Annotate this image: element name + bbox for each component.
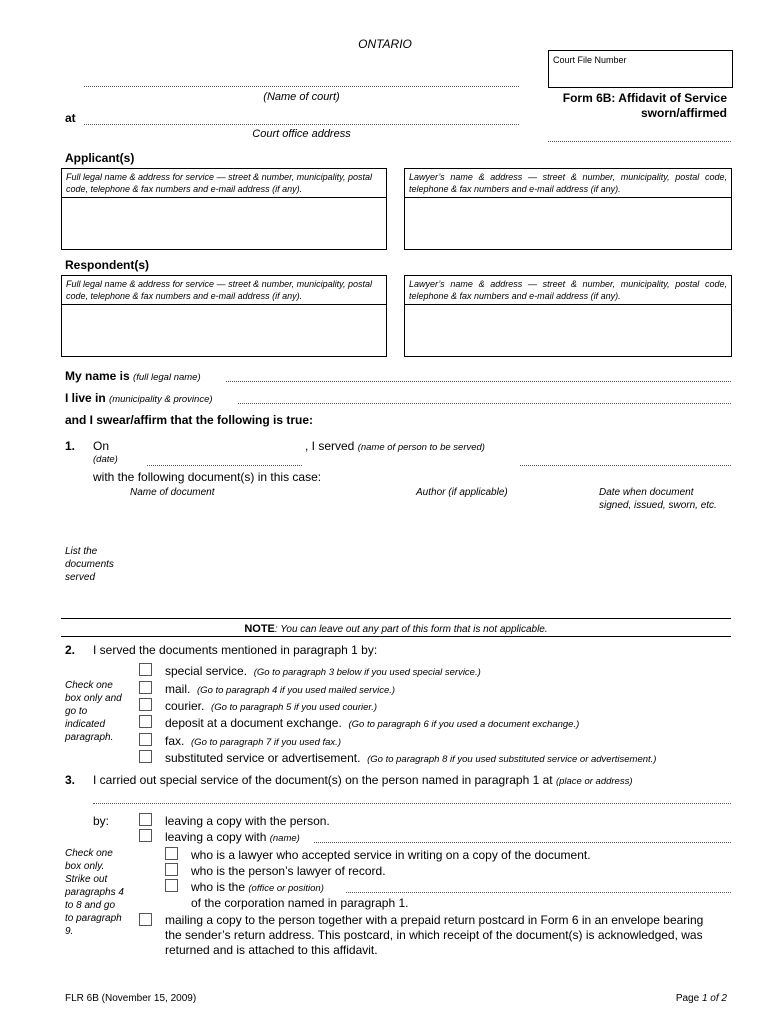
option-document-exchange — [165, 716, 579, 732]
sub-option-office-position — [191, 880, 324, 896]
form-sworn-line[interactable] — [548, 141, 731, 142]
my-name-hint: (full legal name) — [133, 372, 201, 383]
option-label: leaving a copy with — [165, 830, 267, 844]
para3-side-note — [65, 847, 124, 938]
para3-hint: (place or address) — [555, 776, 633, 787]
applicant-party-box — [61, 168, 387, 250]
sub-option-lawyer-accepted: who is a lawyer who accepted service in writing on a copy of the document. — [191, 848, 591, 862]
side-note-line: 9. — [65, 926, 74, 937]
option-hint: (Go to paragraph 8 if you used substituted service or advertisement.) — [367, 754, 657, 765]
option-label: deposit at a document exchange. — [165, 716, 342, 730]
applicant-lawyer-divider — [405, 197, 731, 198]
para1-served-label: , I served — [305, 439, 355, 453]
option-hint: (name) — [269, 833, 300, 844]
court-file-number-label: Court File Number — [553, 55, 627, 65]
side-note-line: documents — [65, 559, 114, 570]
checkbox-courier[interactable] — [139, 698, 152, 711]
documents-served-area[interactable] — [93, 515, 731, 615]
para1-served-row — [305, 439, 485, 455]
option-line: mailing a copy to the person together with a prepaid return postcard in Form 6 in an envelope bearing — [165, 913, 704, 927]
copy-with-name-line[interactable] — [314, 842, 731, 843]
swear-line: and I swear/affirm that the following is true: — [65, 413, 314, 427]
option-fax — [165, 734, 341, 750]
at-label: at — [65, 111, 76, 125]
option-hint: (office or position) — [248, 883, 324, 894]
checkbox-mail[interactable] — [139, 681, 152, 694]
col-date-2: signed, issued, sworn, etc. — [599, 500, 717, 511]
applicant-lawyer-box — [404, 168, 732, 250]
live-in-line[interactable] — [238, 403, 731, 404]
page-prefix: Page — [675, 993, 700, 1004]
option-hint: (Go to paragraph 7 if you used fax.) — [191, 737, 341, 748]
respondent-lawyer-input[interactable] — [407, 307, 729, 353]
option-copy-with-person: leaving a copy with the person. — [165, 814, 330, 828]
option-courier — [165, 699, 377, 715]
option-label: mail. — [165, 682, 191, 696]
option-label: fax. — [165, 734, 185, 748]
option-label: substituted service or advertisement. — [165, 751, 361, 765]
option-hint: (Go to paragraph 3 below if you used special service.) — [253, 667, 481, 678]
option-hint: (Go to paragraph 6 if you used a document exchange.) — [348, 719, 580, 730]
option-line: returned and is attached to this affidavit. — [165, 943, 378, 957]
side-note-line: Check one — [65, 848, 113, 859]
para1-side-note — [65, 545, 114, 584]
side-note-line: box only. — [65, 861, 105, 872]
side-note-line: indicated — [65, 719, 106, 730]
respondent-lawyer-box — [404, 275, 732, 357]
form-title: Form 6B: Affidavit of Service — [562, 91, 727, 105]
office-position-line[interactable] — [346, 892, 731, 893]
checkbox-office-position[interactable] — [165, 879, 178, 892]
para3-by-label: by: — [93, 814, 110, 828]
applicant-party-input[interactable] — [64, 200, 384, 246]
para1-person-line[interactable] — [520, 465, 731, 466]
para1-served-hint: (name of person to be served) — [357, 442, 485, 453]
para1-number: 1. — [65, 439, 76, 453]
page-value: 1 of 2 — [701, 993, 727, 1004]
my-name-row — [65, 369, 201, 385]
para1-date-line[interactable] — [147, 465, 302, 466]
respondent-party-caption: Full legal name & address for service — street & number, municipality, postal code, telephone & fax numbers and e-mail address (if any). — [66, 279, 372, 301]
option-label: who is the — [191, 880, 246, 894]
option-hint: (Go to paragraph 4 if you used mailed service.) — [197, 685, 396, 696]
option-mailing-copy — [165, 913, 731, 958]
col-author: Author (if applicable) — [416, 487, 508, 498]
col-name-of-document: Name of document — [130, 487, 215, 498]
note-label: NOTE — [244, 623, 275, 635]
form-subtitle: sworn/affirmed — [640, 106, 727, 120]
side-note-line: paragraph. — [65, 732, 114, 743]
side-note-line: List the — [65, 546, 98, 557]
checkbox-lawyer-accepted[interactable] — [165, 847, 178, 860]
respondent-lawyer-caption: Lawyer’s name & address — street & number, municipality, postal code, telephone & fax numbers and e-mail address (if any). — [409, 279, 727, 301]
respondent-party-box — [61, 275, 387, 357]
applicant-lawyer-caption: Lawyer’s name & address — street & number, municipality, postal code, telephone & fax numbers and e-mail address (if any). — [409, 172, 727, 194]
checkbox-mailing-copy[interactable] — [139, 913, 152, 926]
note-banner — [61, 618, 731, 637]
province-heading: ONTARIO — [358, 37, 412, 51]
para3-place-line[interactable] — [93, 803, 731, 804]
side-note-line: paragraphs 4 — [65, 887, 124, 898]
checkbox-special-service[interactable] — [139, 663, 152, 676]
name-of-court-label: (Name of court) — [263, 91, 340, 103]
option-hint: (Go to paragraph 5 if you used courier.) — [211, 702, 378, 713]
respondent-lawyer-divider — [405, 304, 731, 305]
respondent-party-input[interactable] — [64, 307, 384, 353]
court-office-address-label: Court office address — [252, 128, 351, 140]
live-in-hint: (municipality & province) — [109, 394, 213, 405]
option-mail — [165, 682, 395, 698]
court-office-address-line[interactable] — [84, 124, 519, 125]
court-file-number-field[interactable] — [548, 50, 733, 88]
live-in-row — [65, 391, 213, 407]
checkbox-copy-with-name[interactable] — [139, 829, 152, 842]
my-name-line[interactable] — [226, 381, 731, 382]
checkbox-fax[interactable] — [139, 733, 152, 746]
side-note-line: go to — [65, 706, 88, 717]
option-label: special service. — [165, 664, 248, 678]
checkbox-document-exchange[interactable] — [139, 715, 152, 728]
side-note-line: to paragraph — [65, 913, 122, 924]
applicant-party-caption: Full legal name & address for service — street & number, municipality, postal code, telephone & fax numbers and e-mail address (if any). — [66, 172, 372, 194]
para2-text: I served the documents mentioned in paragraph 1 by: — [93, 643, 378, 657]
side-note-line: Check one — [65, 680, 113, 691]
checkbox-substituted-service[interactable] — [139, 750, 152, 763]
option-label: courier. — [165, 699, 205, 713]
sub-option-lawyer-of-record: who is the person’s lawyer of record. — [191, 864, 386, 878]
side-note-line: to 8 and go — [65, 900, 116, 911]
my-name-label: My name is — [65, 369, 130, 383]
page-number — [600, 992, 727, 1005]
checkbox-copy-with-person[interactable] — [139, 813, 152, 826]
para1-documents-line: with the following document(s) in this case: — [93, 470, 322, 484]
para3-text-row — [93, 773, 633, 789]
respondent-party-divider — [62, 304, 386, 305]
para3-number: 3. — [65, 773, 76, 787]
note-text: : You can leave out any part of this form that is not applicable. — [274, 624, 548, 635]
col-date-1: Date when document — [599, 487, 694, 498]
side-note-line: served — [65, 572, 96, 583]
side-note-line: Strike out — [65, 874, 108, 885]
applicants-heading: Applicant(s) — [65, 151, 135, 165]
option-copy-with-name — [165, 830, 300, 846]
para2-side-note — [65, 679, 122, 744]
live-in-label: I live in — [65, 391, 106, 405]
respondents-heading: Respondent(s) — [65, 258, 149, 272]
applicant-lawyer-input[interactable] — [407, 200, 729, 246]
option-line: the sender’s return address. This postcard, in which receipt of the document(s) is acknowledged, was — [165, 928, 703, 942]
option-substituted-service — [165, 751, 656, 767]
para1-date-hint: (date) — [93, 454, 118, 465]
checkbox-lawyer-of-record[interactable] — [165, 863, 178, 876]
para3-text: I carried out special service of the document(s) on the person named in paragraph 1 at — [93, 773, 553, 787]
side-note-line: box only and — [65, 693, 122, 704]
para2-number: 2. — [65, 643, 76, 657]
sub-option-office-cont: of the corporation named in paragraph 1. — [191, 896, 409, 910]
applicant-party-divider — [62, 197, 386, 198]
form-id: FLR 6B (November 15, 2009) — [65, 993, 197, 1004]
name-of-court-line[interactable] — [84, 86, 519, 87]
option-special-service — [165, 664, 481, 680]
para1-on-label: On — [93, 439, 110, 453]
